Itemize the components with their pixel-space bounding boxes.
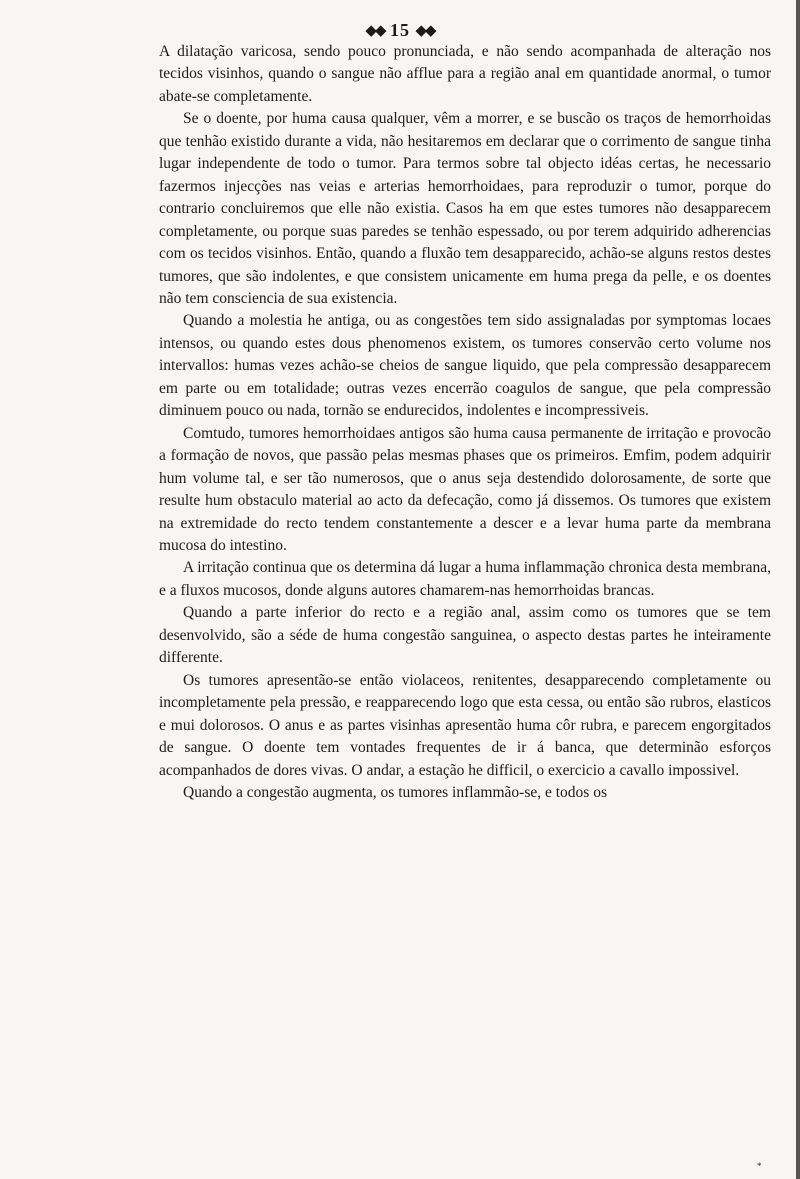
page-number: 15 <box>390 20 410 40</box>
page-edge <box>796 0 800 1179</box>
paragraph-7: Os tumores apresentão-se então violaceos, renitentes, desapparecendo completamente ou incompletamente pela pressão, e reapparecendo logo que esta cessa, ou então são rubros, elasticos e mui dolorosos. O anus e as partes visinhas apresentão huma côr rubra, e parecem engorgitados de sangue. O doente tem vontades frequentes de ir á banca, que determinão esforços acompanhados de dores vivas. O andar, a estação he difficil, o exercicio a cavallo impossivel. <box>159 671 771 779</box>
paragraph-2: Se o doente, por huma causa qualquer, vêm a morrer, e se buscão os traços de hemorrhoidas que tenhão existido durante a vida, não hesitaremos em declarar que o corrimento de sangue tinha lugar independente de todo o tumor. Para termos sobre tal objecto idéas certas, he necessario fazermos injecções nas veias e arterias hemorrhoidaes, para reproduzir o tumor, porque do contrario concluiremos que elle não existia. Casos ha em que estes tumores não desapparecem completamente, ou porque suas paredes se tenhão espessado, ou por terem adquirido adherencias com os tecidos visinhos. Então, quando a fluxão tem desapparecido, achão-se alguns restos destes tumores, que são indolentes, e que consistem unicamente em huma prega da pelle, e os doentes não tem consciencia de sua existencia. <box>159 110 771 307</box>
paragraph-3: Quando a molestia he antiga, ou as congestões tem sido assignaladas por symptomas locaes intensos, ou quando estes dous phenomenos existem, os tumores conservão certo volume nos intervallos: humas vezes achão-se cheios de sangue liquido, que pela compressão desapparecem em parte ou em totalidade; outras vezes encerrão coagulos de sangue, que pela compressão diminuem pouco ou nada, tornão se endurecidos, indolentes e incompressiveis. <box>159 312 771 420</box>
footer-mark: * <box>757 1161 762 1171</box>
body-text <box>159 41 771 804</box>
paragraph-8: Quando a congestão augmenta, os tumores inflammão-se, e todos os <box>183 783 607 801</box>
paragraph-4: Comtudo, tumores hemorrhoidaes antigos são huma causa permanente de irritação e provocão a formação de novos, que passão pelas mesmas phases que os primeiros. Emfim, podem adquirir hum volume tal, e ser tão numerosos, que o anus seja destendido dolorosamente, de sorte que resulte hum obstaculo material ao acto da defecação, como já dissemos. Os tumores que existem na extremidade do recto tendem constantemente a descer e a levar huma parte da membrana mucosa do intestino. <box>159 424 771 554</box>
ornament-left-icon: ◆◆ <box>365 23 385 39</box>
page-header <box>0 20 800 41</box>
ornament-right-icon: ◆◆ <box>415 23 435 39</box>
paragraph-1: A dilatação varicosa, sendo pouco pronunciada, e não sendo acompanhada de alteração nos tecidos visinhos, quando o sangue não afflue para a região anal em quantidade anormal, o tumor abate-se completamente. <box>159 43 771 105</box>
paragraph-6: Quando a parte inferior do recto e a região anal, assim como os tumores que se tem desenvolvido, são a séde de huma congestão sanguinea, o aspecto destas partes he inteiramente differente. <box>159 604 771 667</box>
paragraph-5: A irritação continua que os determina dá lugar a huma inflammação chronica desta membrana, e a fluxos mucosos, donde alguns autores chamarem-nas hemorrhoidas brancas. <box>159 559 771 599</box>
